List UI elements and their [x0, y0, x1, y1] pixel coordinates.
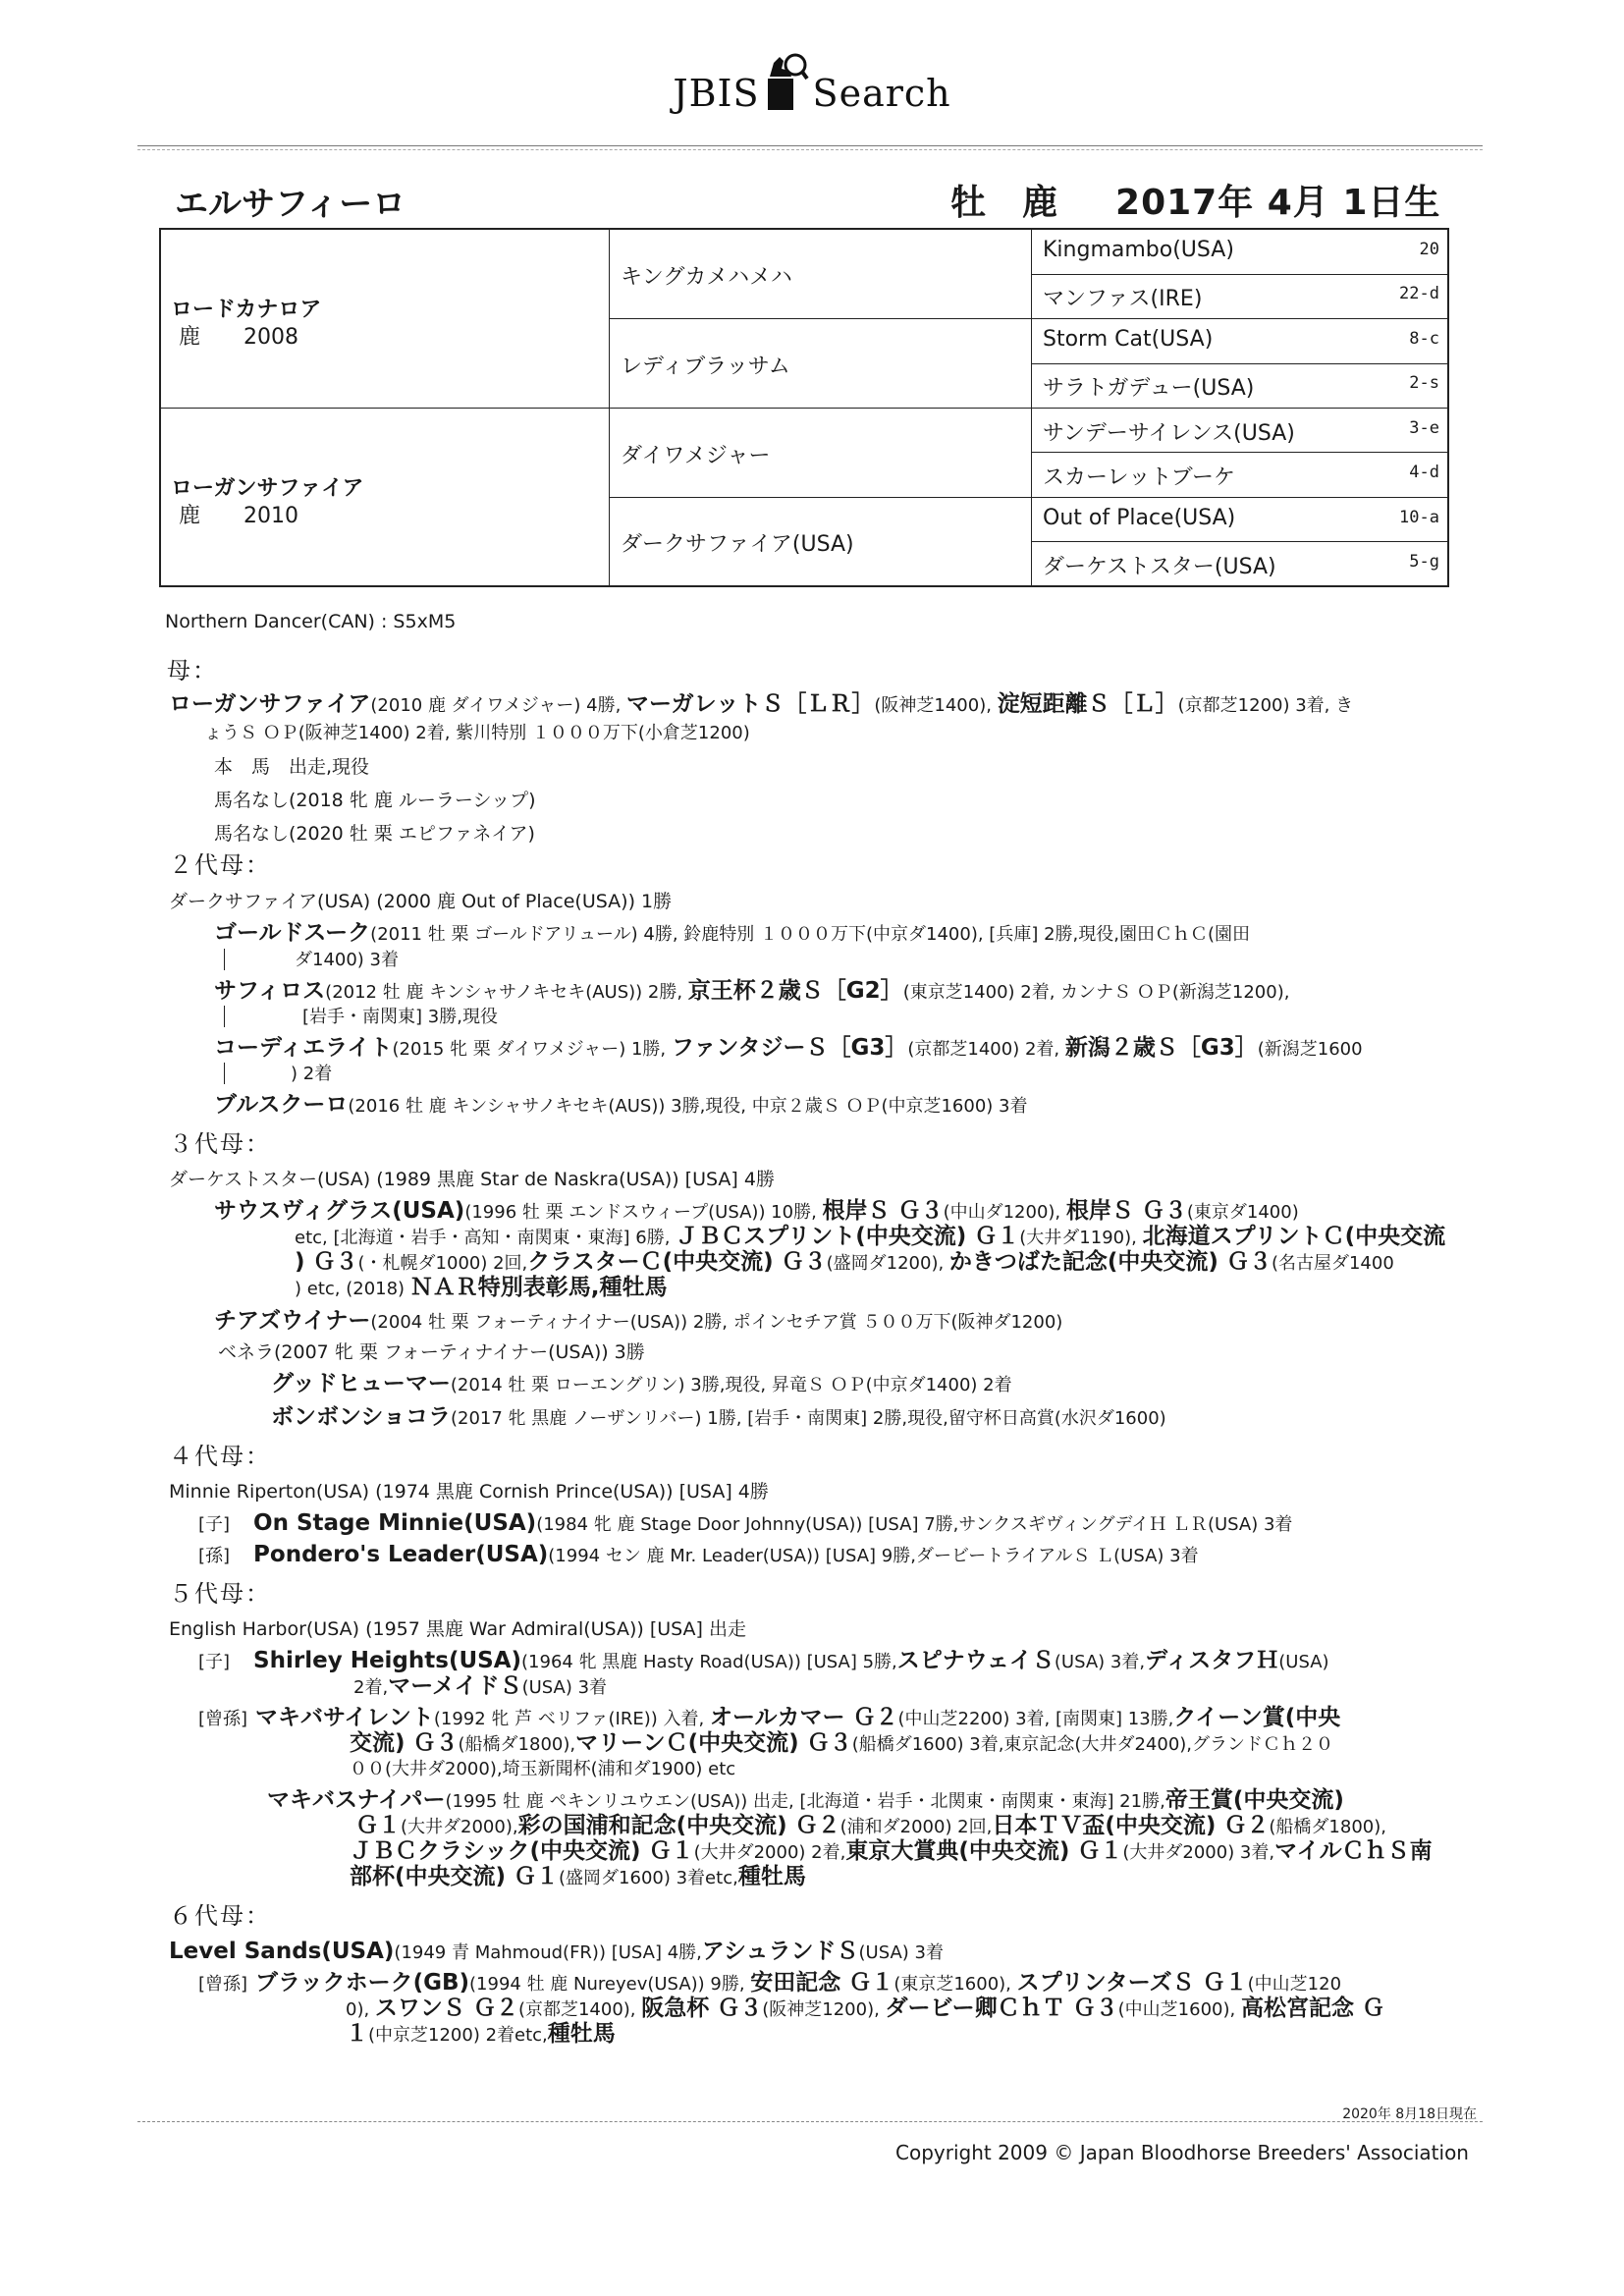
gen5-row-2-l2: 交流) Ｇ３(船橋ダ1800),マリーンＣ(中央交流) Ｇ３(船橋ダ1600) 3着,東京記念(大井ダ2400),グランドＣｈ２０ — [350, 1730, 1334, 1756]
gen2-dam-dam: ダークサファイア(USA) — [621, 532, 854, 557]
horse-birth: 2017年 4月 1日生 — [1115, 183, 1441, 223]
gen3-family: 10-a — [1399, 508, 1439, 527]
dam-color-year: 鹿 2010 — [179, 504, 298, 528]
section-gen2: ２代母： — [169, 851, 271, 879]
gen3-child-2: チアズウイナー(2004 牡 栗 フォーティナイナー(USA)) 2勝, ポインセチア賞 ５００万下(阪神ダ1200) — [214, 1308, 1063, 1334]
section-dam: 母： — [167, 657, 218, 684]
gen4-head: Minnie Riperton(USA) (1974 黒鹿 Cornish Prince(USA)) [USA] 4勝 — [169, 1481, 769, 1503]
gen3-ancestor: サンデーサイレンス(USA) — [1043, 421, 1295, 446]
gen2-head: ダークサファイア(USA) (2000 鹿 Out of Place(USA)) 1勝 — [169, 891, 673, 912]
gen5-row-3-l3: ＪＢＣクラシック(中央交流) Ｇ１(大井ダ2000) 2着,東京大賞典(中央交流) Ｇ１(大井ダ2000) 3着,マイルＣｈＳ南 — [350, 1838, 1433, 1864]
gen5-row-3: マキバスナイパー(1995 牡 鹿 ペキンリユウエン(USA)) 出走, [北海道・岩手・北関東・南関東・東海] 21勝,帝王賞(中央交流) — [267, 1787, 1344, 1813]
section-gen5: ５代母： — [169, 1580, 271, 1608]
gen2-sire-sire: キングカメハメハ — [621, 265, 792, 290]
gen3-child-1-l3: ) Ｇ３(・札幌ダ1000) 2回,クラスターＣ(中央交流) Ｇ３(盛岡ダ1200), かきつばた記念(中央交流) Ｇ３(名古屋ダ1400 — [295, 1249, 1394, 1275]
gen6-row-1: [曾孫] ブラックホーク(GB)(1994 牡 鹿 Nureyev(USA)) 9勝, 安田記念 Ｇ１(東京芝1600), スプリンターズＳ Ｇ１(中山芝120 — [198, 1970, 1342, 1995]
gen5-row-3-l2: Ｇ１(大井ダ2000),彩の国浦和記念(中央交流) Ｇ２(浦和ダ2000) 2回,日本ＴＶ盃(中央交流) Ｇ２(船橋ダ1800), — [355, 1813, 1386, 1838]
inbreeding-note: Northern Dancer(CAN) : S5xM5 — [165, 611, 457, 632]
jbis-logo — [0, 51, 1624, 116]
gen3-ancestor: ダーケストスター(USA) — [1043, 555, 1276, 579]
gen3-ancestor: マンファス(IRE) — [1043, 287, 1203, 311]
pedigree-table — [159, 228, 1449, 587]
dam-child: 馬名なし(2018 牝 鹿 ルーラーシップ) — [214, 790, 536, 811]
gen3-family: 2-s — [1409, 373, 1439, 393]
section-gen4: ４代母： — [169, 1443, 271, 1470]
section-gen6: ６代母： — [169, 1902, 271, 1930]
section-gen3: ３代母： — [169, 1130, 271, 1158]
gen3-child-3: ベネラ(2007 牝 栗 フォーティナイナー(USA)) 3勝 — [218, 1341, 645, 1363]
gen2-child-1-l2: ダ1400) 3着 — [295, 950, 400, 970]
gen4-row-2: [孫] Pondero's Leader(USA)(1994 セン 鹿 Mr. Leader(USA)) [USA] 9勝,ダービートライアルＳ Ｌ(USA) 3着 — [198, 1542, 1199, 1567]
gen3-ancestor: サラトガデュー(USA) — [1043, 376, 1255, 401]
gen3-child-1: サウスヴィグラス(USA)(1996 牡 栗 エンドスウィープ(USA)) 10勝, 根岸Ｓ Ｇ３(中山ダ1200), 根岸Ｓ Ｇ３(東京ダ1400) — [214, 1198, 1299, 1224]
dam-name: ローガンサファイア — [171, 476, 364, 501]
gen6-row-1-l3: １(中京芝1200) 2着etc,種牡馬 — [346, 2021, 616, 2047]
gen5-row-2: [曾孫] マキバサイレント(1992 牝 芦 ベリファ(IRE)) 入着, オールカマー Ｇ２(中山芝2200) 3着, [南関東] 13勝,クイーン賞(中央 — [198, 1705, 1341, 1730]
gen6-row-1-l2: 0), スワンＳ Ｇ２(京都芝1400), 阪急杯 Ｇ３(阪神芝1200), ダービー卿ＣｈＴ Ｇ３(中山芝1600), 高松宮記念 Ｇ — [346, 1995, 1384, 2021]
gen3-family: 22-d — [1399, 284, 1439, 303]
horse-magnifier-icon — [764, 51, 809, 116]
sire-name: ロードカナロア — [171, 298, 322, 322]
gen5-head: English Harbor(USA) (1957 黒鹿 War Admiral(USA)) [USA] 出走 — [169, 1618, 746, 1640]
gen2-child-3-l2: ) 2着 — [291, 1064, 333, 1084]
horse-sex: 牡 — [950, 183, 988, 223]
gen3-ancestor: Storm Cat(USA) — [1043, 327, 1214, 352]
dam-child: 馬名なし(2020 牡 栗 エピファネイア) — [214, 823, 535, 845]
copyright: Copyright 2009 © Japan Bloodhorse Breeders' Association — [895, 2141, 1469, 2164]
dam-child: 本 馬 出走,現役 — [214, 756, 370, 778]
dam-line-1: ローガンサファイア(2010 鹿 ダイワメジャー) 4勝, マーガレットＳ［ＬＲ］(阪神芝1400), 淀短距離Ｓ［Ｌ］(京都芝1200) 3着, き — [169, 691, 1354, 717]
gen3-family: 20 — [1419, 240, 1439, 259]
gen5-row-1: [子] Shirley Heights(USA)(1964 牝 黒鹿 Hasty Road(USA)) [USA] 5勝,スピナウェイＳ(USA) 3着,ディスタフＨ(USA) — [198, 1648, 1329, 1673]
gen2-child-3: コーディエライト(2015 牝 栗 ダイワメジャー) 1勝, ファンタジーＳ［G3］(京都芝1400) 2着, 新潟２歳Ｓ［G3］(新潟芝1600 — [214, 1035, 1363, 1061]
gen2-child-1: ゴールドスーク(2011 牡 栗 ゴールドアリュール) 4勝, 鈴鹿特別 １０００万下(中京ダ1400), [兵庫] 2勝,現役,園田ＣｈＣ(園田 — [214, 920, 1250, 946]
gen3-ancestor: スカーレットブーケ — [1043, 465, 1236, 490]
footer-rule — [137, 2121, 1483, 2122]
horse-name: エルサフィーロ — [175, 185, 406, 224]
gen3-ancestor: Kingmambo(USA) — [1043, 238, 1234, 262]
gen2-child-2-l2: [岩手・南関東] 3勝,現役 — [302, 1007, 498, 1027]
gen3-child-1-l4: ) etc, (2018) ＮＡＲ特別表彰馬,種牡馬 — [295, 1275, 668, 1300]
gen3-grandchild-1: グッドヒューマー(2014 牡 栗 ローエングリン) 3勝,現役, 昇竜Ｓ ＯＰ(中京ダ1400) 2着 — [271, 1371, 1012, 1396]
gen3-family: 5-g — [1409, 552, 1439, 572]
dam-line-2: ょうＳ ＯＰ(阪神芝1400) 2着, 紫川特別 １０００万下(小倉芝1200) — [204, 723, 750, 743]
gen3-ancestor: Out of Place(USA) — [1043, 506, 1236, 530]
gen5-row-3-l4: 部杯(中央交流) Ｇ１(盛岡ダ1600) 3着etc,種牡馬 — [350, 1864, 806, 1889]
gen3-family: 4-d — [1409, 463, 1439, 482]
gen2-child-4: ブルスクーロ(2016 牡 鹿 キンシャサノキセキ(AUS)) 3勝,現役, 中京２歳Ｓ ＯＰ(中京芝1600) 3着 — [214, 1092, 1028, 1118]
header-rule — [137, 145, 1483, 146]
logo-text-left: JBIS — [673, 72, 760, 115]
logo-text-right: Search — [812, 72, 951, 115]
gen2-sire-dam: レディブラッサム — [621, 355, 790, 379]
horse-info — [950, 175, 1440, 225]
horse-color: 鹿 — [1022, 183, 1059, 223]
gen2-dam-sire: ダイワメジャー — [621, 444, 771, 468]
gen4-row-1: [子] On Stage Minnie(USA)(1984 牝 鹿 Stage Door Johnny(USA)) [USA] 7勝,サンクスギヴィングデイＨ ＬＲ(USA) 3着 — [198, 1510, 1293, 1536]
gen6-head: Level Sands(USA)(1949 青 Mahmoud(FR)) [USA] 4勝,アシュランドＳ(USA) 3着 — [169, 1939, 944, 1964]
gen3-family: 8-c — [1409, 329, 1439, 349]
sire-color-year: 鹿 2008 — [179, 325, 298, 350]
report-date: 2020年 8月18日現在 — [1342, 2106, 1477, 2122]
gen3-head: ダーケストスター(USA) (1989 黒鹿 Star de Naskra(USA)) [USA] 4勝 — [169, 1169, 775, 1190]
gen3-family: 3-e — [1409, 418, 1439, 438]
gen3-grandchild-2: ボンボンショコラ(2017 牝 黒鹿 ノーザンリバー) 1勝, [岩手・南関東] 2勝,現役,留守杯日高賞(水沢ダ1600) — [271, 1404, 1166, 1430]
gen3-child-1-l2: etc, [北海道・岩手・高知・南関東・東海] 6勝, ＪＢＣスプリント(中央交流) Ｇ１(大井ダ1190), 北海道スプリントＣ(中央交流 — [295, 1224, 1446, 1249]
gen2-child-2: サフィロス(2012 牡 鹿 キンシャサノキセキ(AUS)) 2勝, 京王杯２歳Ｓ［G2］(東京芝1400) 2着, カンナＳ ＯＰ(新潟芝1200), — [214, 978, 1290, 1004]
header-rule-dashed — [137, 149, 1483, 150]
gen5-row-2-l3: ００(大井ダ2000),埼玉新聞杯(浦和ダ1900) etc — [350, 1759, 736, 1779]
gen5-row-1-l2: 2着,マーメイドＳ(USA) 3着 — [353, 1673, 608, 1699]
